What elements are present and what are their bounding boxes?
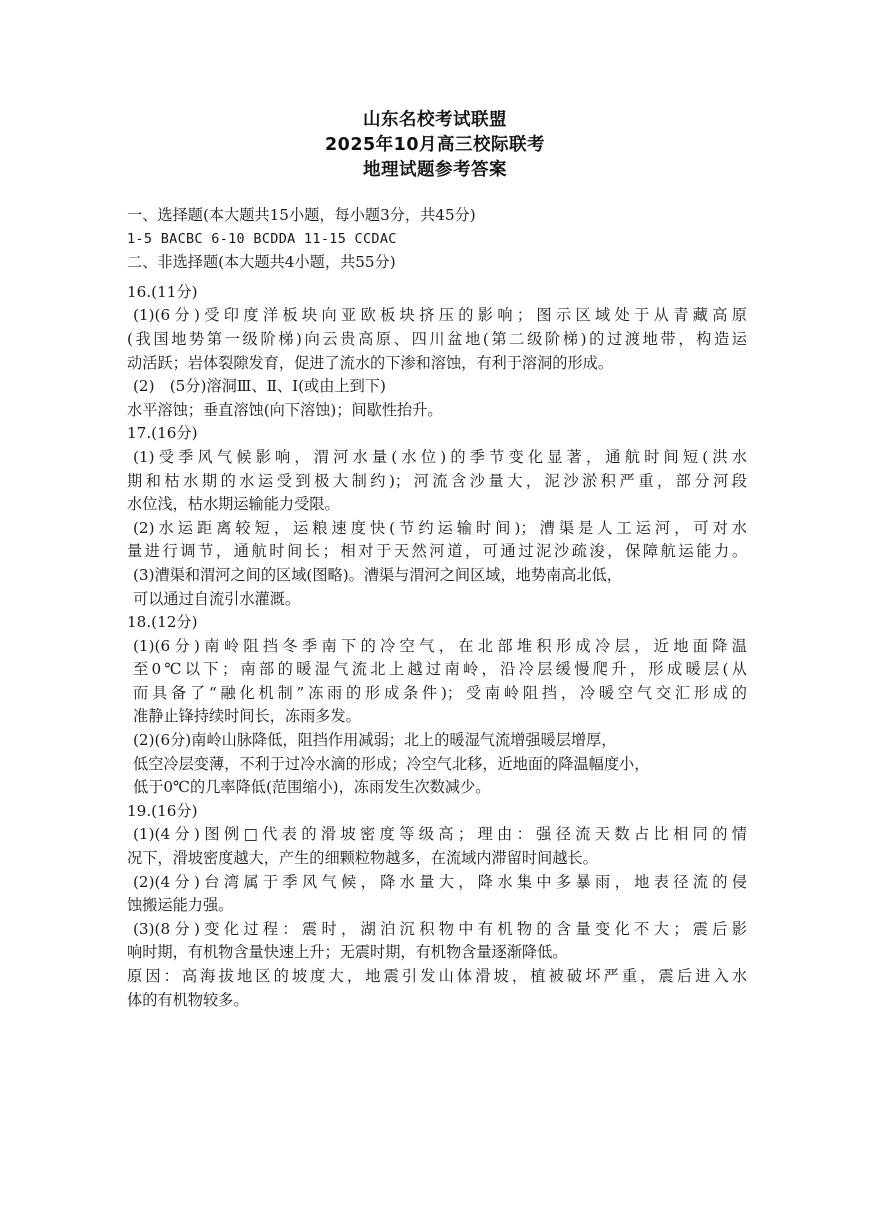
q16-answer-line: (我国地势第一级阶梯)向云贵高原、四川盆地(第二级阶梯)的过渡地带，构造运: [127, 329, 747, 348]
q17-answer-line: (3)漕渠和渭河之间的区域(图略)。漕渠与渭河之间区域，地势南高北低，: [133, 565, 622, 584]
q18-answer-line: (2)(6分)南岭山脉降低，阻挡作用减弱；北上的暖湿气流增强暖层增厚，: [133, 731, 617, 750]
q16-answer-line: (2) (5分)溶洞Ⅲ、Ⅱ、Ⅰ(或由上到下): [133, 377, 386, 396]
q17-answer-line: (2)水运距离较短，运粮速度快(节约运输时间)；漕渠是人工运河，可对水: [133, 518, 747, 537]
section1-heading: 一、选择题(本大题共15小题，每小题3分，共45分): [127, 206, 476, 224]
q18-answer-line: 而具备了“融化机制”冻雨的形成条件)；受南岭阻挡，冷暖空气交汇形成的: [133, 683, 747, 702]
q19-answer-line: (1)(4分)图例□代表的滑坡密度等级高；理由：强径流天数占比相同的情: [133, 825, 747, 844]
q17-answer-line: 水位浅，枯水期运输能力受限。: [127, 495, 340, 514]
multiple-choice-answers: 1-5 BACBC 6-10 BCDDA 11-15 CCDAC: [127, 230, 397, 247]
q18-answer-line: 准静止锋持续时间长，冻雨多发。: [133, 707, 361, 726]
q16-header: 16.(11分): [127, 282, 198, 301]
title-exam-name: 2025年10月高三校际联考: [324, 135, 546, 155]
q16-answer-line: 水平溶蚀；垂直溶蚀(向下溶蚀)；间歇性抬升。: [127, 400, 443, 419]
q17-answer-line: 可以通过自流引水灌溉。: [133, 589, 301, 608]
q19-answer-line: 体的有机物较多。: [127, 990, 249, 1009]
q17-answer-line: 量进行调节，通航时间长；相对于天然河道，可通过泥沙疏浚，保障航运能力。: [127, 542, 747, 561]
q18-answer-line: 低于0℃的几率降低(范围缩小)，冻雨发生次数减少。: [133, 778, 491, 797]
q19-answer-line: 况下，滑坡密度越大，产生的细颗粒物越多，在流域内滞留时间越长。: [127, 849, 598, 868]
q19-answer-line: 原因：高海拔地区的坡度大，地震引发山体滑坡，植被破坏严重，震后进入水: [127, 967, 747, 985]
q17-answer-line: (1)受季风气候影响，渭河水量(水位)的季节变化显著，通航时间短(洪水: [133, 447, 747, 466]
section2-heading: 二、非选择题(本大题共4小题，共55分): [127, 253, 396, 272]
q17-header: 17.(16分): [127, 424, 198, 443]
q18-header: 18.(12分): [127, 613, 198, 632]
q18-answer-line: 低空冷层变薄，不利于过冷水滴的形成；冷空气北移，近地面的降温幅度小，: [133, 754, 650, 773]
q19-answer-line: 响时期，有机物含量快速上升；无震时期，有机物含量逐渐降低。: [127, 943, 568, 962]
document-title: [0, 108, 870, 183]
q18-answer-line: 至0℃以下；南部的暖湿气流北上越过南岭，沿冷层缓慢爬升，形成暖层(从: [133, 660, 747, 679]
q17-answer-line: 期和枯水期的水运受到极大制约)；河流含沙量大，泥沙淤积严重，部分河段: [127, 471, 747, 490]
q19-header: 19.(16分): [127, 801, 198, 820]
q16-answer-line: 动活跃；岩体裂隙发育，促进了流水的下渗和溶蚀，有利于溶洞的形成。: [127, 353, 613, 372]
q19-answer-line: 蚀搬运能力强。: [127, 896, 234, 915]
title-answer-key: 地理试题参考答案: [363, 160, 507, 180]
q19-answer-line: (2)(4分)台湾属于季风气候，降水量大，降水集中多暴雨，地表径流的侵: [133, 872, 747, 891]
answer-body: [127, 204, 747, 1012]
title-exam-alliance: 山东名校考试联盟: [363, 110, 507, 130]
q18-answer-line: (1)(6分)南岭阻挡冬季南下的冷空气，在北部堆积形成冷层，近地面降温: [133, 636, 747, 655]
q19-answer-line: (3)(8分)变化过程：震时，湖泊沉积物中有机物的含量变化不大；震后影: [133, 919, 747, 938]
q16-answer-line: (1)(6分)受印度洋板块向亚欧板块挤压的影响；图示区域处于从青藏高原: [133, 306, 747, 325]
